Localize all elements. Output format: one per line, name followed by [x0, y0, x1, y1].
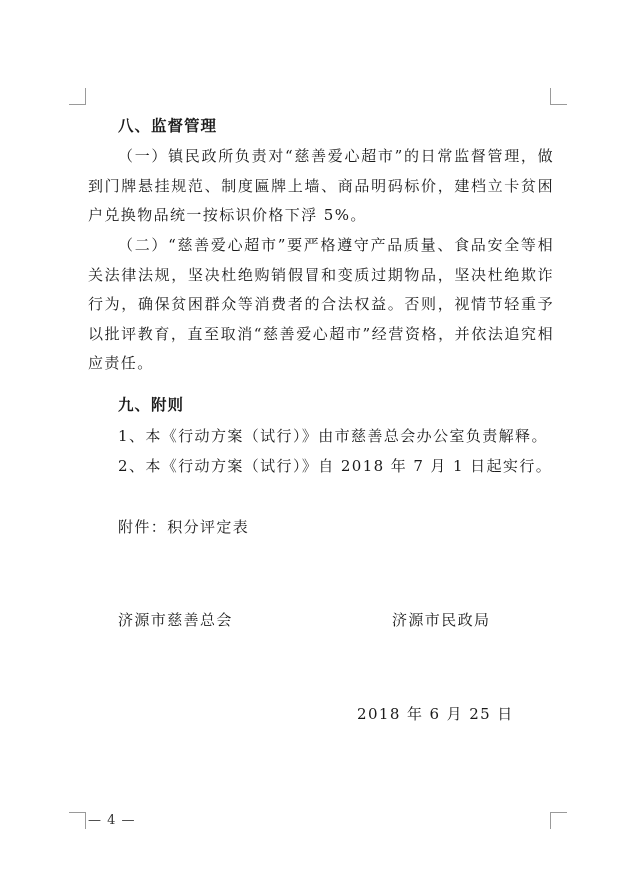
signature-left: 济源市慈善总会 — [118, 611, 233, 629]
page-corner-mark-bottom-left — [69, 812, 86, 829]
section-8-paragraph-1: （一）镇民政所负责对“慈善爱心超市”的日常监督管理，做到门牌悬挂规范、制度匾牌上墙、商品明码标价，建档立卡贫困户兑换物品统一按标识价格下浮 5%。 — [88, 147, 554, 224]
page-corner-mark-bottom-right — [550, 812, 567, 829]
page-number: — 4 — — [88, 813, 136, 828]
issue-date: 2018 年 6 月 25 日 — [357, 705, 514, 723]
section-8-heading: 八、监督管理 — [118, 117, 218, 135]
section-8-paragraph-2: （二）“慈善爱心超市”要严格遵守产品质量、食品安全等相关法律法规，坚决杜绝购销假冒和变质过期物品，坚决杜绝欺诈行为，确保贫困群众等消费者的合法权益。否则，视情节轻重予以批评教育，直至取消“慈善爱心超市”经营资格，并依法追究相应责任。 — [88, 236, 554, 372]
page-corner-mark-top-left — [69, 88, 86, 105]
signature-right: 济源市民政局 — [392, 611, 491, 629]
section-9-item-2: 2、本《行动方案（试行）》自 2018 年 7 月 1 日起实行。 — [118, 457, 553, 475]
section-9-item-1: 1、本《行动方案（试行）》由市慈善总会办公室负责解释。 — [118, 427, 548, 445]
attachment-note: 附件：积分评定表 — [118, 518, 250, 536]
page-corner-mark-top-right — [550, 88, 567, 105]
section-9-heading: 九、附则 — [118, 396, 185, 414]
